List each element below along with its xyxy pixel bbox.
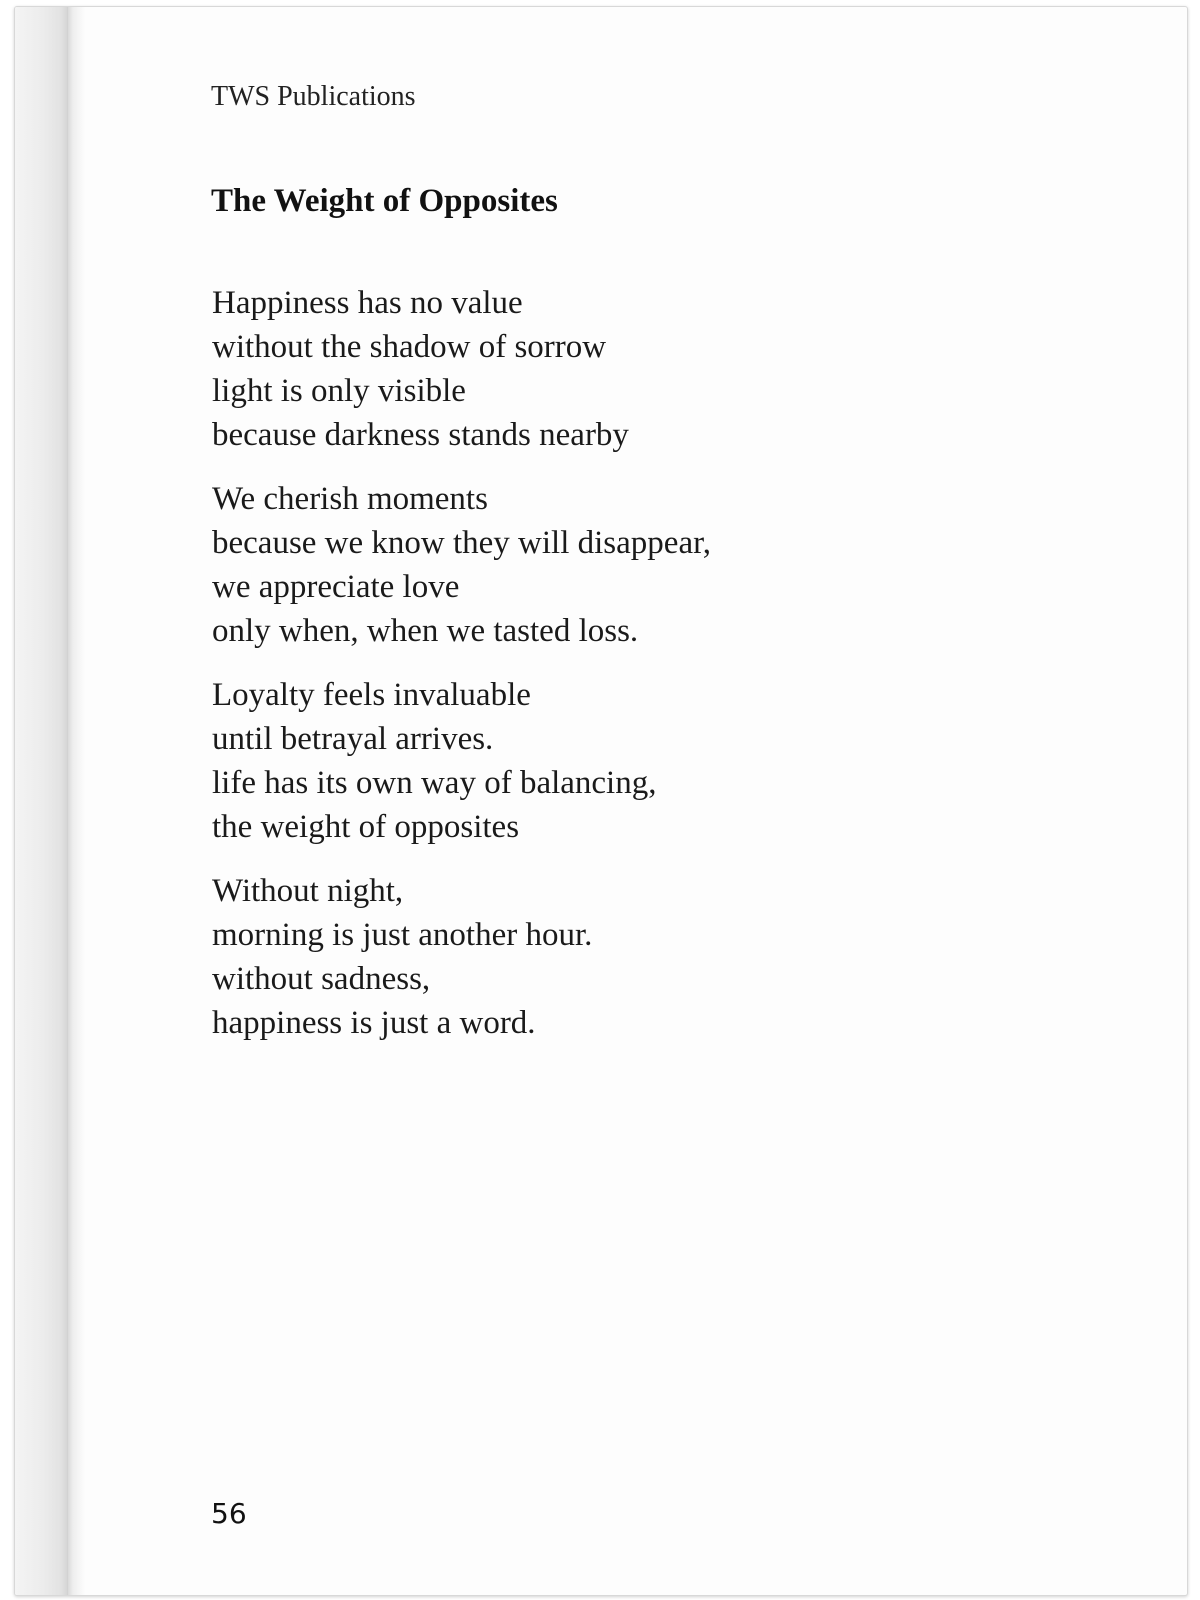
stanza — [212, 869, 711, 1045]
poem-line: We cherish moments — [212, 481, 488, 517]
book-page — [14, 6, 1188, 1596]
poem-line: Without night, — [212, 873, 404, 909]
poem-line: the weight of opposites — [212, 809, 520, 845]
poem-line: light is only visible — [212, 373, 466, 409]
poem-line: we appreciate love — [212, 569, 460, 605]
poem-line: without the shadow of sorrow — [212, 329, 607, 365]
poem-line: life has its own way of balancing, — [212, 765, 657, 801]
poem-title: The Weight of Opposites — [211, 183, 558, 219]
poem-line: until betrayal arrives. — [212, 721, 494, 757]
publisher-header: TWS Publications — [211, 81, 416, 112]
poem-line: because darkness stands nearby — [212, 417, 629, 453]
poem-line: Happiness has no value — [212, 285, 523, 321]
stanza — [212, 477, 711, 653]
poem-line: happiness is just a word. — [212, 1005, 536, 1041]
stanza — [212, 673, 711, 849]
poem-line: only when, when we tasted loss. — [212, 613, 639, 649]
poem-line: Loyalty feels invaluable — [212, 677, 531, 713]
poem-line: morning is just another hour. — [212, 917, 593, 953]
poem-body — [212, 281, 711, 1065]
page-number: 56 — [211, 1497, 247, 1530]
book-spine — [15, 7, 85, 1595]
poem-line: because we know they will disappear, — [212, 525, 712, 561]
stanza — [212, 281, 711, 457]
poem-line: without sadness, — [212, 961, 431, 997]
spine-crease — [67, 7, 68, 1595]
